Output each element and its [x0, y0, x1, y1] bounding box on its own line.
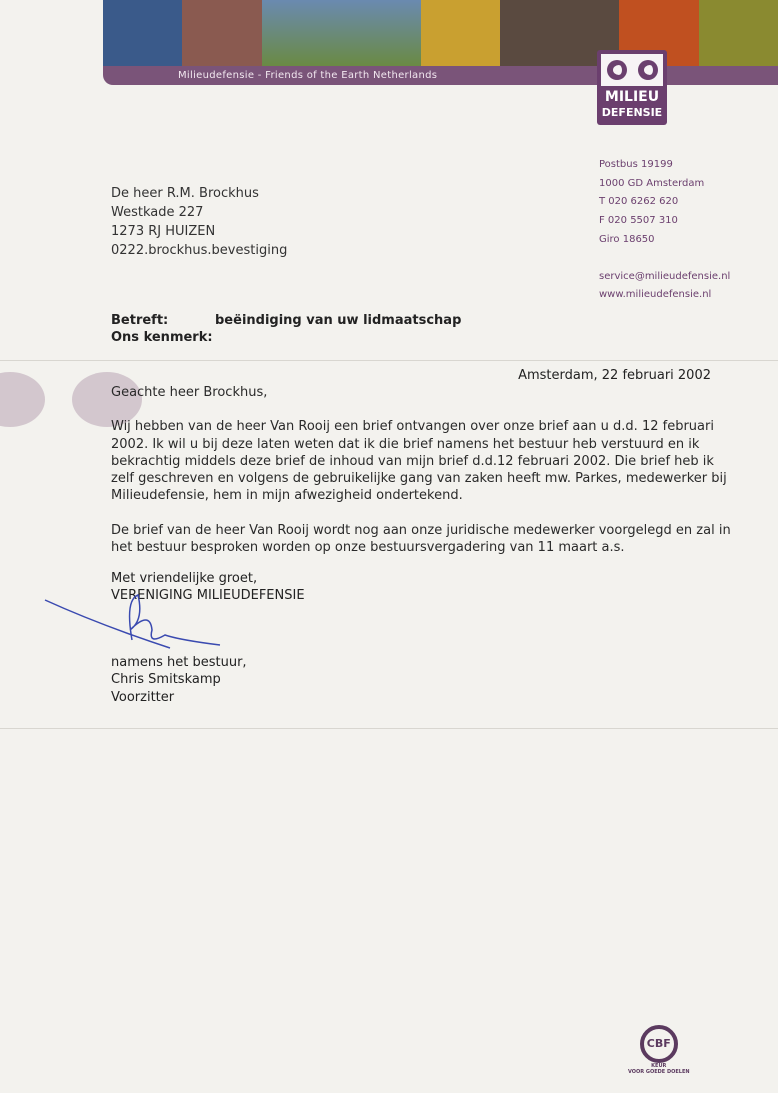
address-line: De heer R.M. Brockhus	[111, 186, 259, 201]
signer-name: Chris Smitskamp	[111, 672, 221, 688]
subject-label: Betreft:	[111, 313, 169, 328]
banner-photo	[262, 0, 421, 68]
handwritten-signature	[40, 590, 240, 660]
paragraph: De brief van de heer Van Rooij wordt nog aan onze juridische medewerker voorgelegd en zal in het bestuur besproken worden op onze bestuursvergadering van 11 maart a.s.	[111, 522, 731, 556]
fold-line	[0, 360, 778, 361]
signer-title: Voorzitter	[111, 689, 175, 705]
recipient-address	[111, 184, 287, 260]
signer-block	[111, 654, 247, 706]
banner-photo	[103, 0, 182, 68]
watermark-eye-icon	[0, 372, 45, 427]
contact-email: service@milieudefensie.nl	[599, 270, 731, 282]
subject-block	[111, 312, 462, 346]
subject-value: beëindiging van uw lidmaatschap	[215, 313, 462, 328]
paragraph: Wij hebben van de heer Van Rooij een brief ontvangen over onze brief aan u d.d. 12 februari 2002. Ik wil u bij deze laten weten dat ik die brief namens het bestuur heb verstuurd en ik bekrachtig middels deze brief de inhoud van mijn brief d.d.12 februari 2002. Die brief heb ik zelf geschreven en volgens de gebruikelijke gang van zaken heeft mw. Parkes, medewerker bij Milieudefensie, hem in mijn afwezigheid ondertekend.	[111, 419, 727, 504]
banner-photo	[421, 0, 500, 68]
cbf-keur-text: KEUR	[651, 1063, 667, 1069]
fold-line	[0, 728, 778, 729]
address-line: Westkade 227	[111, 205, 204, 220]
letter-date: Amsterdam, 22 februari 2002	[518, 368, 711, 383]
reference-label: Ons kenmerk:	[111, 330, 213, 345]
contact-line: T 020 6262 620	[599, 196, 679, 208]
contact-website: www.milieudefensie.nl	[599, 289, 712, 301]
eye-icon	[607, 60, 627, 80]
banner-photo	[699, 0, 778, 68]
contact-line: Postbus 19199	[599, 159, 673, 170]
cbf-subtitle: VOOR GOEDE DOELEN	[628, 1069, 690, 1075]
letter-body	[111, 384, 731, 573]
cbf-mark: CBF	[640, 1025, 678, 1063]
closing-line: VERENIGING MILIEUDEFENSIE	[111, 588, 305, 604]
banner-photo	[182, 0, 261, 68]
contact-line: Giro 18650	[599, 233, 655, 245]
milieudefensie-logo	[597, 50, 667, 125]
cbf-keur-logo	[628, 1025, 690, 1075]
sender-contact	[599, 156, 730, 305]
logo-text: MILIEU	[604, 89, 660, 105]
eye-icon	[638, 60, 658, 80]
logo-text: DEFENSIE	[601, 106, 663, 119]
closing-line: Met vriendelijke groet,	[111, 571, 258, 586]
tagline: Milieudefensie - Friends of the Earth Netherlands	[103, 66, 778, 85]
address-line: 0222.brockhus.bevestiging	[111, 243, 288, 258]
signer-line: namens het bestuur,	[111, 655, 247, 670]
salutation: Geachte heer Brockhus,	[111, 385, 268, 400]
contact-line: F 020 5507 310	[599, 215, 678, 227]
address-line: 1273 RJ HUIZEN	[111, 224, 216, 239]
contact-line: 1000 GD Amsterdam	[599, 177, 705, 189]
header-photo-banner	[103, 0, 778, 68]
